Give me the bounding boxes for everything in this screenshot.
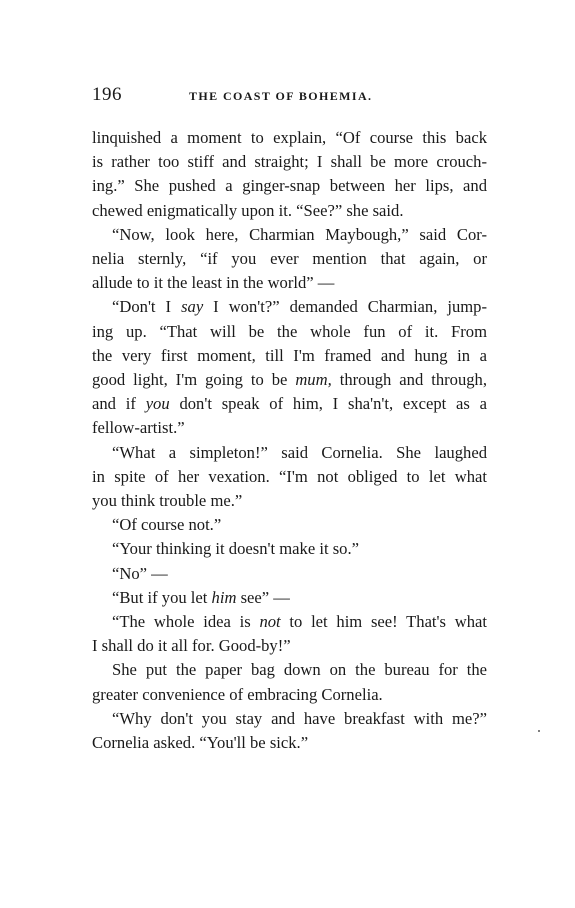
text-line — [92, 441, 487, 465]
text-run: see” — — [236, 587, 290, 607]
text-run: is rather too stiff and straight; I shall be more crouch- — [92, 152, 487, 172]
text-run: and if — [92, 394, 146, 414]
text-line — [92, 489, 487, 513]
paragraph — [92, 586, 487, 610]
page-header — [92, 84, 487, 108]
text-line — [92, 707, 487, 731]
text-line — [92, 368, 487, 392]
text-run: I shall do it all for. Good-by!” — [92, 636, 291, 656]
text-run: linquished a moment to explain, “Of course this back — [92, 128, 487, 147]
text-run: you think trouble me.” — [92, 491, 243, 511]
text-run: “Don't I — [112, 297, 182, 317]
text-run: fellow-artist.” — [92, 418, 185, 438]
text-run: through and through, — [331, 370, 487, 390]
page-number: 196 — [92, 84, 122, 105]
paragraph — [92, 295, 487, 440]
text-line — [92, 295, 487, 319]
paragraph — [92, 610, 487, 658]
text-line — [92, 174, 487, 198]
paragraph — [92, 513, 487, 537]
text-line — [92, 271, 487, 295]
text-run: She put the paper bag down on the bureau for the — [112, 660, 487, 680]
text-run: nelia sternly, “if you ever mention that again, or — [92, 249, 487, 269]
text-run: allude to it the least in the world” — — [92, 273, 335, 293]
text-line — [92, 586, 487, 610]
italic-text: you — [145, 394, 170, 414]
italic-text: say — [181, 297, 204, 317]
text-run: greater convenience of embracing Cornelia. — [92, 684, 383, 704]
paragraph — [92, 441, 487, 514]
running-head: THE COAST OF BOHEMIA. — [189, 89, 373, 103]
text-run: I won't?” demanded Charmian, jump- — [203, 297, 487, 317]
paragraph — [92, 223, 487, 296]
italic-text: him — [211, 587, 237, 607]
italic-text: mum, — [295, 370, 332, 390]
text-line — [92, 320, 487, 344]
text-run: “Your thinking it doesn't make it so.” — [112, 539, 359, 559]
text-line — [92, 731, 487, 755]
text-run: to let him see! That's what — [280, 612, 487, 632]
text-run: “The whole idea is — [112, 612, 260, 632]
body-text — [92, 126, 487, 755]
text-line — [92, 658, 487, 682]
text-line — [92, 634, 487, 658]
text-line — [92, 537, 487, 561]
text-line — [92, 562, 487, 586]
text-line — [92, 247, 487, 271]
text-run: don't speak of him, I sha'n't, except as a — [169, 394, 487, 414]
ink-speck — [538, 730, 540, 732]
text-line — [92, 223, 487, 247]
text-run: ing up. “That will be the whole fun of it. From — [92, 321, 487, 341]
paragraph — [92, 537, 487, 561]
paragraph — [92, 126, 487, 223]
paragraph — [92, 707, 487, 755]
text-run: ing.” She pushed a ginger-snap between her lips, and — [92, 176, 487, 196]
text-run: “What a simpleton!” said Cornelia. She laughed — [112, 442, 487, 462]
text-line — [92, 513, 487, 537]
text-line — [92, 392, 487, 416]
paragraph — [92, 562, 487, 586]
text-line — [92, 465, 487, 489]
text-run: “Now, look here, Charmian Maybough,” said Cor- — [112, 224, 487, 244]
text-run: the very first moment, till I'm framed and hung in a — [92, 345, 487, 365]
text-run: good light, I'm going to be — [92, 370, 296, 390]
text-run: chewed enigmatically upon it. “See?” she said. — [92, 200, 404, 220]
text-line — [92, 150, 487, 174]
text-line — [92, 416, 487, 440]
text-run: “But if you let — [112, 587, 212, 607]
text-line — [92, 683, 487, 707]
text-line — [92, 126, 487, 150]
text-line — [92, 610, 487, 634]
text-run: “Of course not.” — [112, 515, 222, 535]
text-line — [92, 199, 487, 223]
text-run: in spite of her vexation. “I'm not obliged to let what — [92, 466, 487, 486]
text-run: Cornelia asked. “You'll be sick.” — [92, 733, 309, 753]
text-run: “Why don't you stay and have breakfast with me?” — [112, 708, 487, 728]
text-run: “No” — — [112, 563, 168, 583]
text-line — [92, 344, 487, 368]
paragraph — [92, 658, 487, 706]
italic-text: not — [259, 612, 281, 632]
